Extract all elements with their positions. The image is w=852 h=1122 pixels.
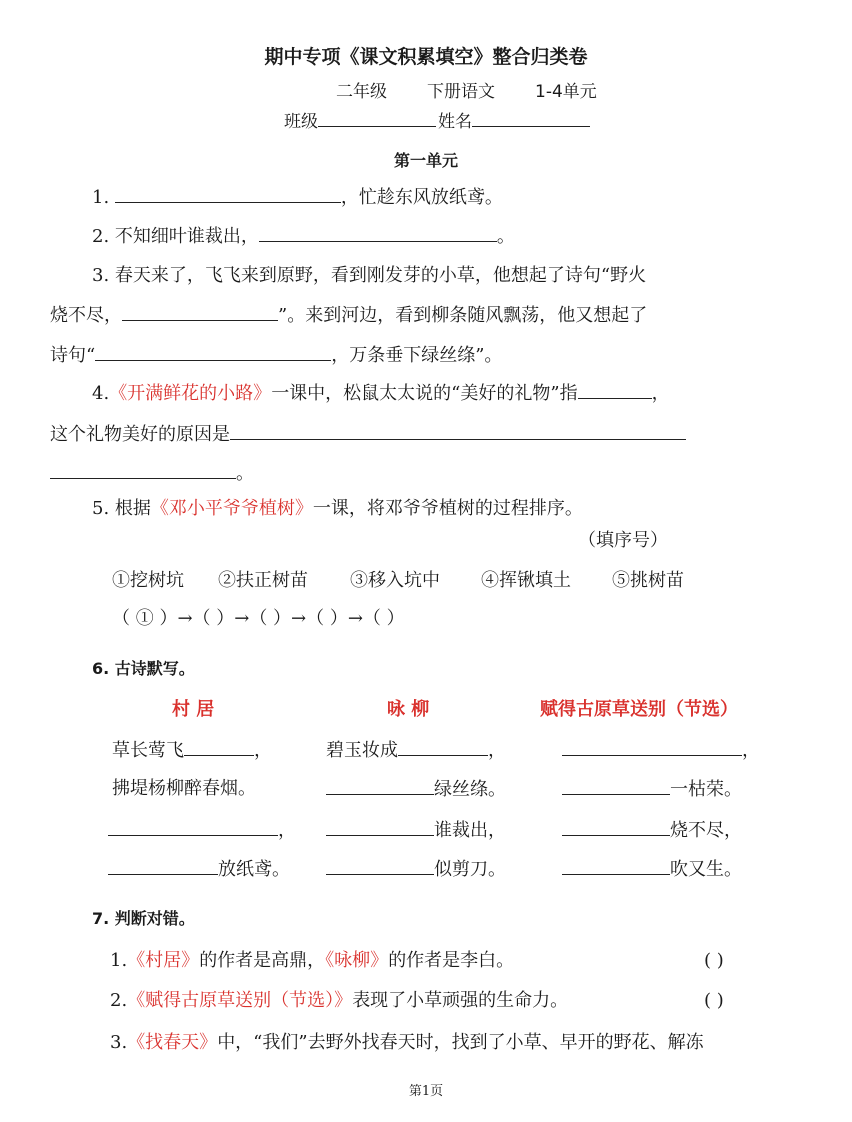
answer-blank[interactable] — [562, 858, 670, 875]
answer-blank[interactable] — [326, 778, 434, 795]
fill-hint: （填序号） — [578, 530, 668, 551]
question-text: ， — [651, 383, 670, 404]
question-number: 4. — [92, 383, 110, 404]
poem-title-2: 咏 柳 — [387, 699, 430, 720]
lesson-title: 《咏柳》 — [325, 950, 389, 971]
poem3-line1 — [562, 739, 760, 762]
answer-blank[interactable] — [122, 304, 278, 321]
poem3-line3 — [562, 819, 742, 842]
judge-item-1 — [110, 950, 514, 972]
answer-blank[interactable] — [326, 819, 434, 836]
poem-text: 似剪刀。 — [434, 859, 506, 880]
poem-title-1: 村 居 — [172, 699, 215, 720]
book-label: 下册语文 — [427, 82, 495, 102]
question-text: 这个礼物美好的原因是 — [50, 424, 230, 445]
poem-text: 吹又生。 — [670, 859, 742, 880]
lesson-title: 《村居》 — [127, 950, 200, 971]
poem-text: ， — [278, 820, 296, 841]
question-4-line1 — [92, 382, 670, 405]
question-number: 1. — [92, 187, 110, 208]
option-1: ①挖树坑 — [112, 570, 184, 591]
poem3-line4 — [562, 858, 742, 881]
poem-text: 碧玉妆成 — [326, 740, 398, 761]
answer-blank[interactable] — [259, 225, 497, 242]
poem-text: 草长莺飞 — [112, 740, 184, 761]
judge-item-3 — [110, 1032, 704, 1054]
answer-blank[interactable] — [562, 739, 742, 756]
option-3: ③移入坑中 — [350, 570, 440, 591]
answer-blank[interactable] — [562, 778, 670, 795]
name-label: 姓名 — [438, 112, 472, 132]
poem1-line2: 拂堤杨柳醉春烟。 — [112, 778, 256, 799]
question-4-line2 — [50, 423, 686, 446]
name-blank[interactable] — [472, 110, 590, 127]
item-number: 2. — [110, 990, 128, 1011]
option-4: ④挥锹填土 — [481, 570, 571, 591]
answer-blank[interactable] — [184, 739, 254, 756]
question-text: 一课中，松鼠太太说的“美好的礼物”指 — [271, 383, 578, 404]
question-text: 烧不尽， — [50, 305, 122, 326]
answer-blank[interactable] — [108, 858, 218, 875]
poem-text: ， — [488, 740, 506, 761]
question-text: 一课，将邓爷爷植树的过程排序。 — [312, 498, 583, 519]
question-text: 。 — [496, 226, 515, 247]
item-number: 3. — [110, 1032, 128, 1053]
poem-text: 绿丝绦。 — [434, 779, 506, 800]
section-heading: 第一单元 — [393, 151, 458, 170]
judge-answer-2[interactable]: ( ) — [704, 990, 724, 1011]
poem2-line4 — [326, 858, 506, 881]
question-text: 诗句“ — [50, 345, 96, 366]
question-7-heading: 7. 判断对错。 — [92, 909, 195, 928]
grade-label: 二年级 — [336, 82, 387, 102]
poem2-line1 — [326, 739, 506, 762]
poem-text: 烧不尽， — [670, 820, 742, 841]
poem1-line1 — [112, 739, 272, 762]
answer-blank[interactable] — [326, 858, 434, 875]
question-3-line1: 3. 春天来了，飞飞来到原野，看到刚发芽的小草，他想起了诗句“野火 — [92, 265, 647, 286]
lesson-title: 《开满鲜花的小路》 — [109, 383, 272, 404]
question-text: ”。来到河边，看到柳条随风飘荡，他又想起了 — [278, 305, 648, 326]
question-text: ，忙趁东风放纸鸢。 — [340, 187, 503, 208]
poem-text: ， — [742, 740, 760, 761]
answer-blank[interactable] — [578, 382, 652, 399]
item-text: 的作者是高鼎， — [199, 950, 326, 971]
question-text: ，万条垂下绿丝绦”。 — [331, 345, 503, 366]
item-text: 中，“我们”去野外找春天时，找到了小草、早开的野花、解冻 — [217, 1032, 704, 1053]
question-text: 2. 不知细叶谁裁出， — [92, 226, 259, 247]
option-2: ②扶正树苗 — [218, 570, 308, 591]
units-label: 1-4单元 — [535, 82, 597, 102]
question-4-line3 — [50, 462, 254, 485]
answer-blank[interactable] — [398, 739, 488, 756]
answer-blank[interactable] — [108, 819, 278, 836]
question-5 — [92, 498, 583, 520]
sequence-answer[interactable]: （ ① ）→（ ）→（ ）→（ ）→（ ） — [112, 608, 405, 629]
poem-text: 一枯荣。 — [670, 779, 742, 800]
answer-blank[interactable] — [562, 819, 670, 836]
answer-blank[interactable] — [115, 186, 341, 203]
answer-blank[interactable] — [95, 344, 331, 361]
page-title: 期中专项《课文积累填空》整合归类卷 — [264, 46, 588, 68]
option-5: ⑤挑树苗 — [612, 570, 684, 591]
lesson-title: 《赋得古原草送别（节选）》 — [127, 990, 353, 1011]
class-blank[interactable] — [318, 110, 436, 127]
lesson-title: 《邓小平爷爷植树》 — [150, 498, 313, 519]
class-field[interactable] — [284, 107, 436, 132]
question-text: 。 — [236, 463, 254, 484]
poem1-line4 — [108, 858, 290, 881]
answer-blank[interactable] — [230, 423, 686, 440]
question-2 — [92, 225, 515, 248]
judge-answer-1[interactable]: ( ) — [704, 950, 724, 971]
name-field[interactable] — [438, 107, 590, 132]
poem3-line2 — [562, 778, 742, 801]
question-6-heading: 6. 古诗默写。 — [92, 659, 195, 678]
poem1-line3 — [108, 819, 296, 842]
item-number: 1. — [110, 950, 128, 971]
item-text: 表现了小草顽强的生命力。 — [352, 990, 569, 1011]
judge-item-2 — [110, 990, 568, 1012]
poem-text: 放纸鸢。 — [218, 859, 290, 880]
item-text: 的作者是李白。 — [388, 950, 515, 971]
poem2-line2 — [326, 778, 506, 801]
poem-text: ， — [254, 740, 272, 761]
poem-title-3: 赋得古原草送别（节选） — [540, 699, 738, 720]
lesson-title: 《找春天》 — [127, 1032, 218, 1053]
question-3-line3 — [50, 344, 502, 367]
question-text: 5. 根据 — [92, 498, 151, 519]
page-number: 第1页 — [408, 1084, 444, 1099]
question-1 — [92, 186, 503, 209]
poem-text: 谁裁出， — [434, 820, 506, 841]
poem2-line3 — [326, 819, 506, 842]
class-label: 班级 — [284, 112, 318, 132]
question-3-line2 — [50, 304, 647, 327]
answer-blank[interactable] — [50, 462, 236, 479]
